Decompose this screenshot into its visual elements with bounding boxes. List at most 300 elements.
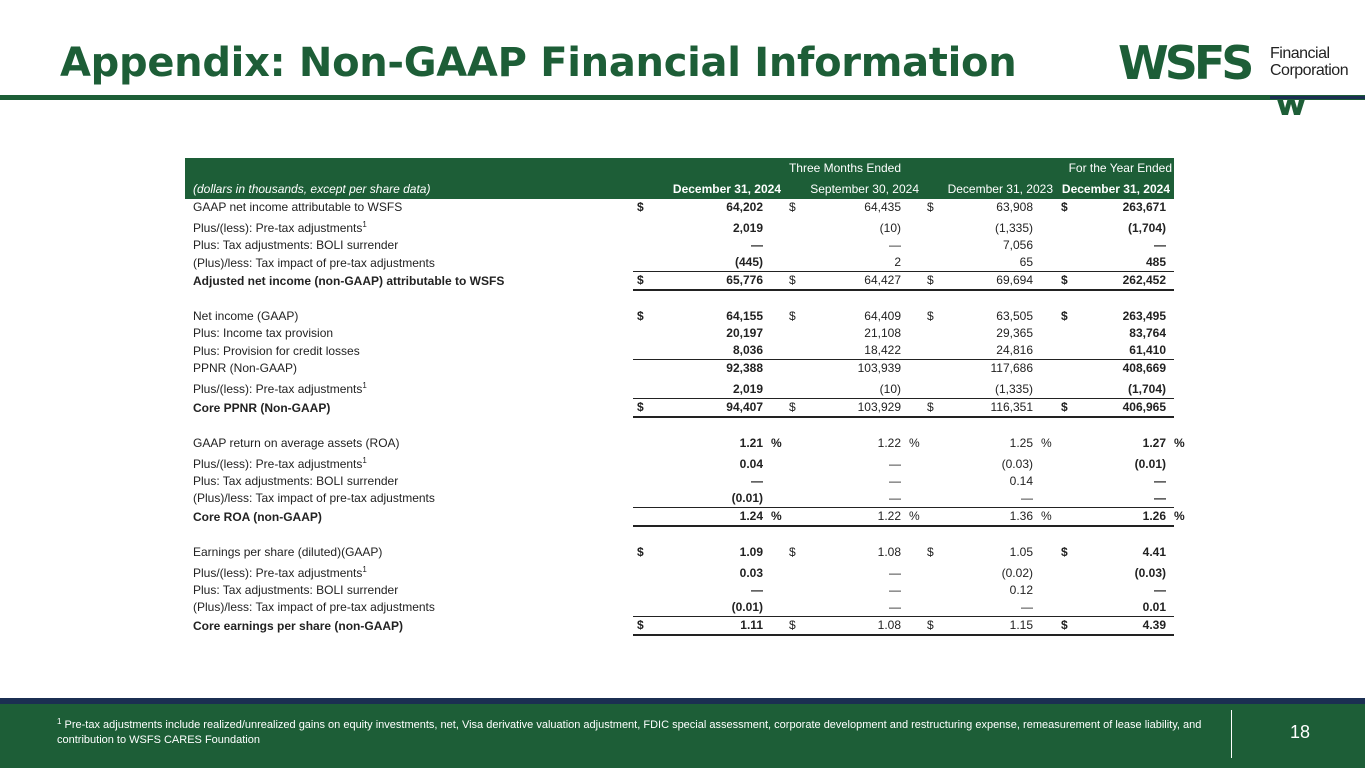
- percent-sign: %: [1037, 507, 1057, 526]
- percent-sign: [1170, 490, 1174, 508]
- currency-symbol: $: [633, 398, 647, 417]
- cell-value: 485: [1145, 255, 1166, 269]
- currency-symbol: [1057, 473, 1071, 490]
- cell-value: —: [889, 490, 901, 505]
- row-label: (Plus)/less: Tax impact of pre-tax adjustments: [193, 255, 435, 270]
- percent-sign: [1037, 360, 1057, 378]
- row-label: Core PPNR (Non-GAAP): [193, 400, 331, 415]
- cell-value: (1,704): [1127, 381, 1166, 396]
- percent-sign: [767, 582, 785, 599]
- cell-value: 1.27: [1142, 435, 1166, 450]
- table-row: [185, 342, 1174, 360]
- percent-sign: [1037, 582, 1057, 599]
- row-label: Earnings per share (diluted)(GAAP): [193, 544, 383, 559]
- cell-value: 1.15: [937, 616, 1037, 635]
- units-label: (dollars in thousands, except per share data): [185, 178, 633, 199]
- currency-symbol: [633, 237, 647, 254]
- cell-value: 83,764: [1129, 326, 1166, 340]
- row-label: Plus: Tax adjustments: BOLI surrender: [193, 473, 399, 488]
- cell-value: 64,155: [726, 309, 763, 323]
- percent-sign: [767, 237, 785, 254]
- percent-sign: [1037, 377, 1057, 398]
- table-row: [185, 582, 1174, 599]
- percent-sign: [905, 308, 923, 325]
- currency-symbol: [1057, 452, 1071, 473]
- currency-symbol: [785, 490, 799, 508]
- cell-value: 1.26: [1071, 507, 1170, 526]
- percent-sign: [1037, 616, 1057, 635]
- percent-sign: [1170, 582, 1174, 599]
- percent-sign: [767, 398, 785, 417]
- percent-sign: [1037, 342, 1057, 360]
- cell-value: 1.11: [647, 616, 767, 635]
- percent-sign: [905, 342, 923, 360]
- percent-sign: [905, 199, 923, 216]
- row-label: Core earnings per share (non-GAAP): [193, 618, 404, 633]
- currency-symbol: [1057, 599, 1071, 617]
- table-row: [185, 398, 1174, 417]
- cell-value: 64,409: [864, 309, 901, 323]
- row-label: Plus/(less): Pre-tax adjustments$^1$: [193, 381, 367, 396]
- table-column-header-row: [185, 178, 1174, 199]
- table-row: [185, 561, 1174, 582]
- currency-symbol: $: [923, 616, 937, 635]
- row-label: Plus/(less): Pre-tax adjustments$^1$: [193, 564, 367, 580]
- cell-value: 64,435: [864, 200, 901, 214]
- column-header-dec-2024-q: December 31, 2024: [633, 178, 785, 199]
- cell-value: 1.05: [1009, 544, 1033, 559]
- currency-symbol: [1057, 216, 1071, 237]
- currency-symbol: [923, 342, 937, 360]
- percent-sign: [1037, 308, 1057, 325]
- footnote-ref: 1: [362, 455, 367, 465]
- cell-value: 20,197: [726, 326, 763, 340]
- row-label: Adjusted net income (non-GAAP) attributable to WSFS: [193, 274, 505, 288]
- cell-value: (0.01): [731, 599, 763, 614]
- cell-value: —: [1154, 582, 1166, 597]
- currency-symbol: [923, 237, 937, 254]
- cell-value: 0.01: [1142, 599, 1166, 614]
- footnote: [57, 718, 1227, 748]
- cell-value: —: [1021, 599, 1033, 614]
- wsfs-logo: [1118, 36, 1353, 115]
- cell-value: 94,407: [647, 398, 767, 417]
- currency-symbol: [923, 473, 937, 490]
- percent-sign: [1170, 473, 1174, 490]
- cell-value: —: [889, 473, 901, 488]
- table-row: [185, 360, 1174, 378]
- cell-value: (1,335): [994, 221, 1033, 235]
- currency-symbol: [785, 377, 799, 398]
- percent-sign: [767, 216, 785, 237]
- currency-symbol: [1057, 325, 1071, 342]
- cell-value: 263,495: [1122, 309, 1166, 323]
- footnote-ref: 1: [362, 381, 367, 390]
- percent-sign: [1170, 342, 1174, 360]
- cell-value: 408,669: [1071, 360, 1170, 378]
- cell-value: (10): [879, 381, 901, 396]
- percent-sign: [1170, 254, 1174, 272]
- currency-symbol: $: [927, 544, 934, 559]
- percent-sign: [767, 616, 785, 635]
- spacer-row: [185, 526, 1174, 544]
- table-row: [185, 216, 1174, 237]
- percent-sign: [1170, 360, 1174, 378]
- percent-sign: [905, 216, 923, 237]
- cell-value: 2: [894, 255, 901, 269]
- percent-sign: [767, 360, 785, 378]
- table-group-header-row: [185, 158, 1174, 178]
- cell-value: —: [1154, 490, 1166, 505]
- currency-symbol: [1057, 435, 1071, 452]
- table-row: [185, 272, 1174, 291]
- percent-sign: [905, 544, 923, 561]
- currency-symbol: [785, 342, 799, 360]
- currency-symbol: [923, 377, 937, 398]
- currency-symbol: [785, 582, 799, 599]
- percent-sign: [767, 473, 785, 490]
- cell-value: 117,686: [937, 360, 1037, 378]
- row-label: Plus: Income tax provision: [193, 326, 334, 340]
- cell-value: —: [889, 456, 901, 471]
- logo-subtitle-line2: Corporation: [1270, 62, 1349, 79]
- percent-sign: [1170, 561, 1174, 582]
- cell-value: (445): [734, 255, 763, 269]
- table-row: [185, 254, 1174, 272]
- currency-symbol: $: [637, 544, 644, 559]
- row-label: PPNR (Non-GAAP): [193, 361, 298, 375]
- currency-symbol: [633, 342, 647, 360]
- currency-symbol: [633, 473, 647, 490]
- percent-sign: [905, 616, 923, 635]
- table-row: [185, 377, 1174, 398]
- percent-sign: [905, 452, 923, 473]
- cell-value: —: [751, 473, 763, 488]
- row-label: Plus: Tax adjustments: BOLI surrender: [193, 582, 399, 597]
- cell-value: —: [889, 582, 901, 597]
- percent-sign: [905, 582, 923, 599]
- percent-sign: [1037, 490, 1057, 508]
- cell-value: 406,965: [1071, 398, 1170, 417]
- percent-sign: %: [1170, 507, 1174, 526]
- cell-value: —: [1154, 238, 1166, 252]
- currency-symbol: [923, 490, 937, 508]
- cell-value: 4.39: [1071, 616, 1170, 635]
- currency-symbol: [1057, 377, 1071, 398]
- table-row: [185, 325, 1174, 342]
- currency-symbol: [785, 561, 799, 582]
- row-label: Plus/(less): Pre-tax adjustments$^1$: [193, 455, 367, 471]
- cell-value: 18,422: [864, 343, 901, 357]
- percent-sign: [1170, 544, 1174, 561]
- cell-value: 1.22: [799, 507, 905, 526]
- currency-symbol: [923, 435, 937, 452]
- percent-sign: [1037, 599, 1057, 617]
- cell-value: —: [1154, 473, 1166, 488]
- cell-value: (0.01): [1134, 456, 1166, 471]
- cell-value: 4.41: [1142, 544, 1166, 559]
- currency-symbol: [1057, 561, 1071, 582]
- percent-sign: [1170, 308, 1174, 325]
- percent-sign: [905, 325, 923, 342]
- cell-value: (0.01): [731, 490, 763, 505]
- currency-symbol: [633, 325, 647, 342]
- percent-sign: [1037, 254, 1057, 272]
- currency-symbol: [785, 237, 799, 254]
- currency-symbol: [633, 360, 647, 378]
- percent-sign: [905, 237, 923, 254]
- currency-symbol: [923, 325, 937, 342]
- currency-symbol: [633, 435, 647, 452]
- percent-sign: [1170, 398, 1174, 417]
- currency-symbol: [785, 435, 799, 452]
- percent-sign: [1170, 237, 1174, 254]
- cell-value: 21,108: [864, 326, 901, 340]
- cell-value: —: [889, 599, 901, 614]
- percent-sign: [767, 452, 785, 473]
- percent-sign: [905, 561, 923, 582]
- percent-sign: [905, 360, 923, 378]
- currency-symbol: $: [923, 398, 937, 417]
- cell-value: (0.02): [1001, 565, 1033, 580]
- title-rule: [0, 95, 1365, 100]
- currency-symbol: [633, 582, 647, 599]
- footnote-marker: 1: [57, 717, 62, 726]
- currency-symbol: $: [633, 616, 647, 635]
- percent-sign: [767, 599, 785, 617]
- percent-sign: [1170, 199, 1174, 216]
- percent-sign: [1037, 325, 1057, 342]
- currency-symbol: [1057, 507, 1071, 526]
- row-label: Net income (GAAP): [193, 309, 299, 323]
- percent-sign: [1037, 473, 1057, 490]
- cell-value: —: [889, 565, 901, 580]
- percent-sign: [1170, 377, 1174, 398]
- table-row: [185, 308, 1174, 325]
- cell-value: 0.03: [739, 565, 763, 580]
- currency-symbol: [633, 377, 647, 398]
- percent-sign: [905, 254, 923, 272]
- currency-symbol: [785, 325, 799, 342]
- percent-sign: [1037, 544, 1057, 561]
- percent-sign: [767, 544, 785, 561]
- percent-sign: [1037, 561, 1057, 582]
- currency-symbol: [785, 360, 799, 378]
- currency-symbol: $: [637, 309, 644, 323]
- percent-sign: [767, 308, 785, 325]
- percent-sign: [1037, 452, 1057, 473]
- currency-symbol: [1057, 360, 1071, 378]
- cell-value: 1.25: [1009, 435, 1033, 450]
- percent-sign: [1170, 325, 1174, 342]
- currency-symbol: [1057, 254, 1071, 272]
- currency-symbol: $: [785, 272, 799, 291]
- currency-symbol: [923, 561, 937, 582]
- percent-sign: %: [767, 507, 785, 526]
- percent-sign: [767, 561, 785, 582]
- percent-sign: %: [905, 507, 923, 526]
- table-row: [185, 544, 1174, 561]
- percent-sign: [767, 199, 785, 216]
- cell-value: 7,056: [1002, 238, 1033, 252]
- cell-value: 2,019: [732, 221, 763, 235]
- cell-value: 61,410: [1129, 343, 1166, 357]
- currency-symbol: [1057, 237, 1071, 254]
- currency-symbol: $: [927, 200, 934, 214]
- cell-value: (10): [879, 221, 901, 235]
- currency-symbol: [785, 216, 799, 237]
- cell-value: 65,776: [647, 272, 767, 291]
- currency-symbol: [1057, 342, 1071, 360]
- title-rule-accent: [1270, 96, 1365, 99]
- cell-value: 24,816: [996, 343, 1033, 357]
- percent-sign: [905, 473, 923, 490]
- cell-value: 63,505: [996, 309, 1033, 323]
- cell-value: 65: [1019, 255, 1033, 269]
- group-header-three-months: Three Months Ended: [633, 158, 1057, 178]
- logo-wordmark: WSFS: [1118, 36, 1251, 90]
- cell-value: 29,365: [996, 326, 1033, 340]
- percent-sign: %: [1174, 435, 1185, 450]
- currency-symbol: [785, 599, 799, 617]
- table-row: [185, 452, 1174, 473]
- currency-symbol: [785, 254, 799, 272]
- currency-symbol: $: [637, 200, 644, 214]
- cell-value: —: [889, 238, 901, 252]
- cell-value: 1.21: [739, 435, 763, 450]
- percent-sign: [905, 398, 923, 417]
- currency-symbol: $: [923, 272, 937, 291]
- percent-sign: [1037, 272, 1057, 291]
- row-label: Plus: Tax adjustments: BOLI surrender: [193, 238, 399, 252]
- table-row: [185, 473, 1174, 490]
- column-header-dec-2023: December 31, 2023: [923, 178, 1057, 199]
- currency-symbol: [633, 490, 647, 508]
- percent-sign: [767, 254, 785, 272]
- currency-symbol: $: [1061, 544, 1068, 559]
- currency-symbol: $: [1057, 398, 1071, 417]
- cell-value: (1,335): [994, 381, 1033, 396]
- column-header-sep-2024: September 30, 2024: [785, 178, 923, 199]
- row-label: GAAP return on average assets (ROA): [193, 435, 400, 450]
- currency-symbol: [633, 599, 647, 617]
- percent-sign: [1170, 216, 1174, 237]
- percent-sign: [767, 272, 785, 291]
- table-row: [185, 490, 1174, 508]
- currency-symbol: [923, 254, 937, 272]
- cell-value: —: [1021, 490, 1033, 505]
- percent-sign: [905, 599, 923, 617]
- cell-value: 69,694: [937, 272, 1037, 291]
- cell-value: 0.04: [739, 456, 763, 471]
- currency-symbol: [785, 452, 799, 473]
- currency-symbol: [923, 582, 937, 599]
- percent-sign: %: [1041, 435, 1052, 450]
- column-header-dec-2024-year: December 31, 2024: [1057, 178, 1174, 199]
- row-label: GAAP net income attributable to WSFS: [193, 200, 403, 214]
- logo-subtitle-line1: Financial: [1270, 45, 1330, 62]
- percent-sign: [1037, 398, 1057, 417]
- percent-sign: [905, 377, 923, 398]
- currency-symbol: $: [1061, 200, 1068, 214]
- row-label: Plus/(less): Pre-tax adjustments$^1$: [193, 220, 367, 235]
- cell-value: 1.22: [877, 435, 901, 450]
- percent-sign: [767, 342, 785, 360]
- cell-value: 92,388: [647, 360, 767, 378]
- currency-symbol: $: [1061, 309, 1068, 323]
- cell-value: 2,019: [732, 381, 763, 396]
- table-row: [185, 199, 1174, 216]
- cell-value: 64,202: [726, 200, 763, 214]
- currency-symbol: [633, 254, 647, 272]
- percent-sign: [1170, 452, 1174, 473]
- cell-value: 1.36: [937, 507, 1037, 526]
- currency-symbol: [1057, 582, 1071, 599]
- currency-symbol: [633, 452, 647, 473]
- page-number: 18: [1289, 722, 1311, 742]
- cell-value: 1.24: [647, 507, 767, 526]
- table-row: [185, 599, 1174, 617]
- currency-symbol: [923, 452, 937, 473]
- percent-sign: [1170, 616, 1174, 635]
- cell-value: 263,671: [1122, 200, 1166, 214]
- percent-sign: [767, 377, 785, 398]
- currency-symbol: [785, 507, 799, 526]
- percent-sign: [1037, 216, 1057, 237]
- cell-value: 1.08: [877, 544, 901, 559]
- percent-sign: [1170, 272, 1174, 291]
- percent-sign: [1037, 199, 1057, 216]
- page-title: Appendix: Non-GAAP Financial Information: [60, 40, 1017, 86]
- cell-value: (0.03): [1001, 456, 1033, 471]
- cell-value: 103,929: [799, 398, 905, 417]
- percent-sign: [1170, 599, 1174, 617]
- currency-symbol: [923, 360, 937, 378]
- spacer-row: [185, 290, 1174, 308]
- currency-symbol: $: [633, 272, 647, 291]
- currency-symbol: $: [927, 309, 934, 323]
- table-row: [185, 435, 1174, 452]
- currency-symbol: $: [789, 544, 796, 559]
- currency-symbol: $: [1057, 272, 1071, 291]
- cell-value: 8,036: [732, 343, 763, 357]
- footer-divider: [1231, 710, 1232, 758]
- logo-subtitle: [1270, 45, 1348, 79]
- cell-value: 63,908: [996, 200, 1033, 214]
- table-row: [185, 507, 1174, 526]
- currency-symbol: [923, 216, 937, 237]
- currency-symbol: [923, 507, 937, 526]
- cell-value: (1,704): [1127, 221, 1166, 235]
- cell-value: (0.03): [1134, 565, 1166, 580]
- currency-symbol: [1057, 490, 1071, 508]
- row-label: (Plus)/less: Tax impact of pre-tax adjustments: [193, 491, 435, 505]
- currency-symbol: [633, 561, 647, 582]
- cell-value: 1.08: [799, 616, 905, 635]
- currency-symbol: [633, 216, 647, 237]
- currency-symbol: $: [789, 309, 796, 323]
- row-label: Plus: Provision for credit losses: [193, 343, 360, 358]
- currency-symbol: $: [785, 398, 799, 417]
- row-label: (Plus)/less: Tax impact of pre-tax adjustments: [193, 600, 435, 614]
- currency-symbol: [923, 599, 937, 617]
- non-gaap-table: [185, 158, 1185, 636]
- cell-value: —: [751, 238, 763, 252]
- cell-value: 0.12: [1009, 582, 1033, 597]
- percent-sign: [767, 325, 785, 342]
- cell-value: 0.14: [1009, 473, 1033, 488]
- cell-value: —: [751, 582, 763, 597]
